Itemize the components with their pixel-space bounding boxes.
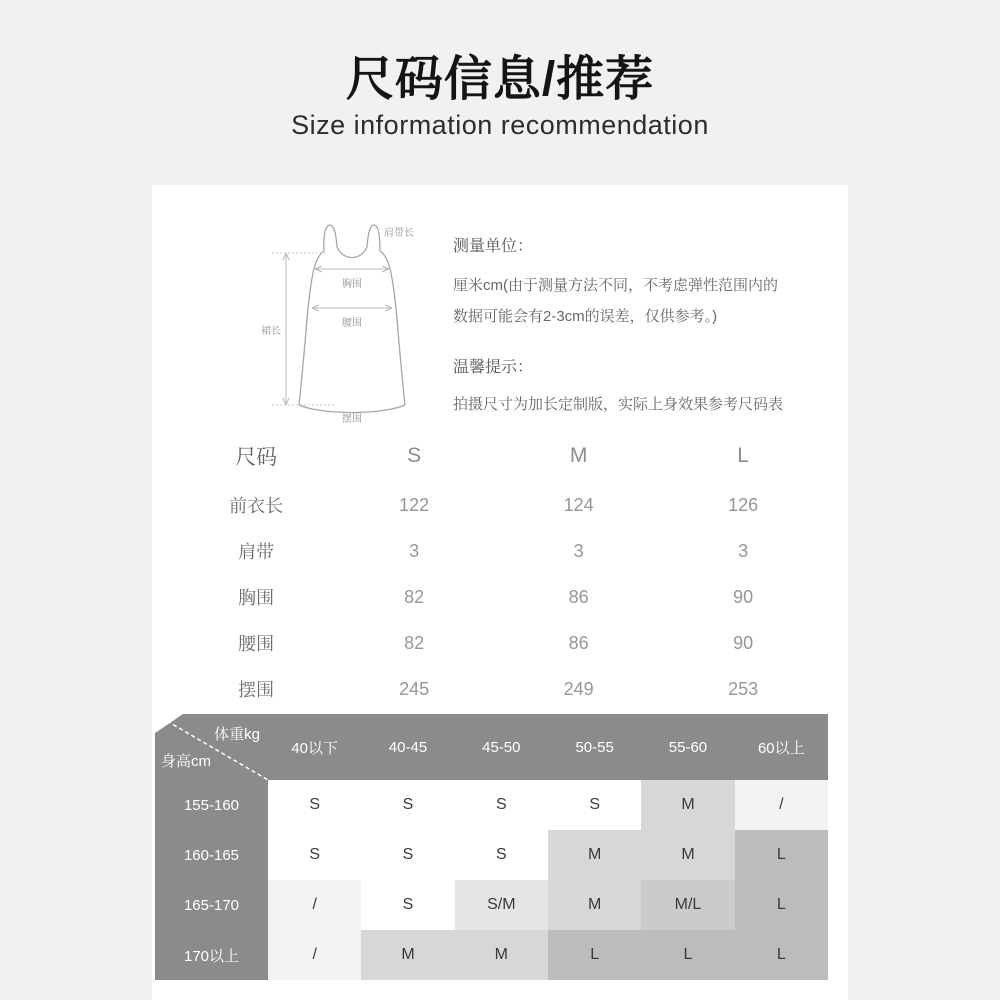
skirt-length-label: 裙长 bbox=[261, 326, 281, 337]
measurement-notes bbox=[453, 233, 823, 420]
cell-value: 86 bbox=[568, 632, 589, 653]
row-label: 肩带 bbox=[238, 542, 275, 562]
height-row-label: 155-160 bbox=[155, 780, 268, 830]
page-title: 尺码信息/推荐 bbox=[345, 53, 655, 106]
cell-value: 122 bbox=[399, 494, 430, 515]
size-cell: S/M bbox=[455, 880, 548, 930]
size-header-label: 尺码 bbox=[235, 446, 278, 469]
cell-value: 3 bbox=[738, 540, 749, 561]
weight-column-header: 50-55 bbox=[548, 714, 641, 780]
size-cell: L bbox=[735, 880, 828, 930]
size-cell: M bbox=[548, 830, 641, 880]
cell-value: 249 bbox=[563, 678, 594, 699]
size-cell: S bbox=[268, 780, 361, 830]
size-cell: M bbox=[361, 930, 454, 980]
unit-line-2: 数据可能会有2-3cm的误差，仅供参考。) bbox=[453, 308, 718, 325]
strap-length-label: 肩带长 bbox=[384, 228, 414, 239]
size-table bbox=[182, 430, 827, 712]
weight-column-header: 55-60 bbox=[641, 714, 734, 780]
size-cell: L bbox=[735, 830, 828, 880]
size-cell: S bbox=[455, 830, 548, 880]
table-row bbox=[182, 482, 827, 528]
size-cell: S bbox=[268, 830, 361, 880]
size-cell: M bbox=[641, 830, 734, 880]
cell-value: 82 bbox=[404, 632, 425, 653]
waist-label: 腰围 bbox=[342, 318, 362, 329]
size-cell: S bbox=[548, 780, 641, 830]
weight-column-header: 45-50 bbox=[455, 714, 548, 780]
cell-value: 245 bbox=[399, 678, 430, 699]
height-row-label: 170以上 bbox=[155, 930, 268, 980]
page-subtitle: Size information recommendation bbox=[291, 110, 709, 140]
recommendation-matrix bbox=[155, 714, 828, 980]
cell-value: 3 bbox=[573, 540, 584, 561]
size-cell: / bbox=[268, 930, 361, 980]
size-cell: M/L bbox=[641, 880, 734, 930]
table-row bbox=[182, 528, 827, 574]
size-cell: / bbox=[268, 880, 361, 930]
row-label: 摆围 bbox=[238, 680, 275, 700]
table-row bbox=[182, 666, 827, 712]
corner-height-label: 身高cm bbox=[161, 753, 211, 770]
matrix-header-row bbox=[155, 714, 828, 780]
matrix-corner-cell bbox=[155, 714, 268, 780]
hem-label: 摆围 bbox=[342, 414, 362, 425]
weight-column-header: 40-45 bbox=[361, 714, 454, 780]
matrix-row bbox=[155, 780, 828, 830]
cell-value: 124 bbox=[563, 494, 594, 515]
weight-column-header: 40以下 bbox=[268, 714, 361, 780]
cell-value: 253 bbox=[728, 678, 759, 699]
cell-value: 90 bbox=[733, 586, 754, 607]
table-row bbox=[182, 620, 827, 666]
size-cell: L bbox=[641, 930, 734, 980]
size-cell: / bbox=[735, 780, 828, 830]
unit-line-1: 厘米cm(由于测量方法不同，不考虑弹性范围内的 bbox=[453, 277, 778, 294]
cell-value: 86 bbox=[568, 586, 589, 607]
size-header-s: S bbox=[407, 444, 422, 467]
unit-heading: 测量单位： bbox=[453, 238, 534, 255]
matrix-row bbox=[155, 930, 828, 980]
matrix-row bbox=[155, 880, 828, 930]
size-cell: S bbox=[361, 880, 454, 930]
corner-weight-label: 体重kg bbox=[214, 726, 260, 743]
cell-value: 90 bbox=[733, 632, 754, 653]
size-cell: L bbox=[735, 930, 828, 980]
dress-diagram bbox=[260, 203, 438, 435]
size-header-l: L bbox=[737, 444, 749, 467]
size-cell: S bbox=[361, 830, 454, 880]
size-cell: L bbox=[548, 930, 641, 980]
bust-label: 胸围 bbox=[342, 279, 362, 290]
weight-column-header: 60以上 bbox=[735, 714, 828, 780]
cell-value: 126 bbox=[728, 494, 759, 515]
row-label: 腰围 bbox=[238, 634, 275, 654]
cell-value: 82 bbox=[404, 586, 425, 607]
matrix-row bbox=[155, 830, 828, 880]
size-cell: S bbox=[455, 780, 548, 830]
size-cell: M bbox=[641, 780, 734, 830]
size-cell: M bbox=[548, 880, 641, 930]
size-cell: S bbox=[361, 780, 454, 830]
cell-value: 3 bbox=[409, 540, 420, 561]
table-row bbox=[182, 574, 827, 620]
size-cell: M bbox=[455, 930, 548, 980]
row-label: 前衣长 bbox=[229, 496, 284, 516]
height-row-label: 165-170 bbox=[155, 880, 268, 930]
size-header-m: M bbox=[569, 444, 588, 467]
tip-line: 拍摄尺寸为加长定制版，实际上身效果参考尺码表 bbox=[453, 396, 784, 413]
height-row-label: 160-165 bbox=[155, 830, 268, 880]
tip-heading: 温馨提示： bbox=[453, 359, 534, 376]
row-label: 胸围 bbox=[238, 588, 275, 608]
size-table-header bbox=[182, 430, 827, 482]
